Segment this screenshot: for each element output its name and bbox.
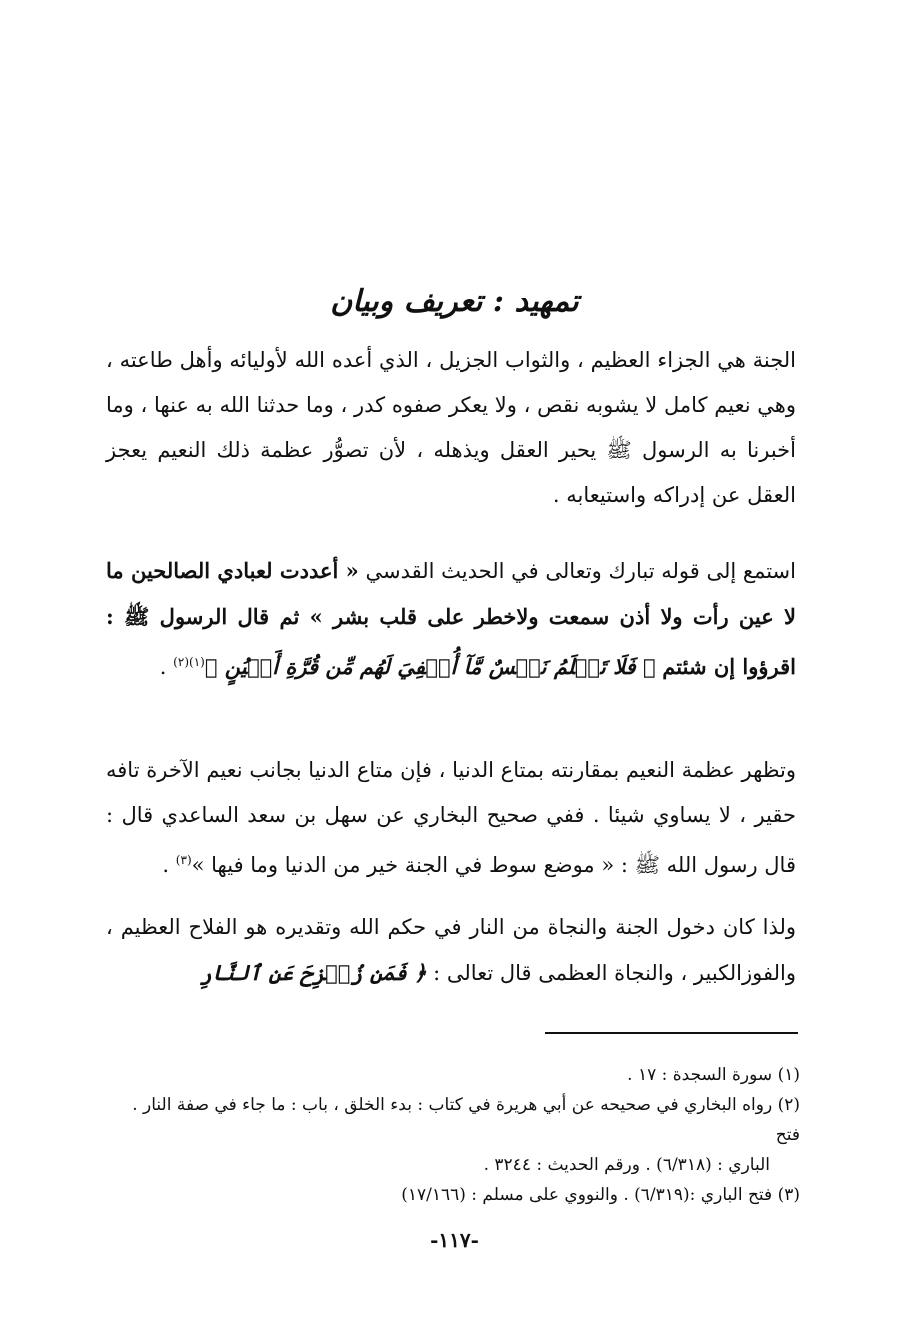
sentence-end: .: [159, 655, 167, 679]
footnote-1: (١) سورة السجدة : ١٧ .: [627, 1065, 800, 1085]
page-number: -١١٧-: [430, 1228, 479, 1252]
paragraph-intro: الجنة هي الجزاء العظيم ، والثواب الجزيل ، الذي أعده الله لأوليائه وأهل طاعته ، وهي نعيم كامل لا يشوبه نقص ، ولا يعكر صفوه كدر ، وما حدثنا الله به عنها ، وما أخبرنا به الرسول ﷺ يحير العقل ويذهله ، لأن تصوُّر عظمة ذلك النعيم يعجز العقل عن إدراكه واستيعابه .: [106, 348, 796, 507]
footnote-2-line-1: (٢) رواه البخاري في صحيحه عن أبي هريرة في كتاب : بدء الخلق ، باب : ما جاء في صفة النار . فتح: [132, 1095, 800, 1145]
footnote-ref-3: (٣): [175, 853, 192, 867]
quran-verse: ﴿ فَلَا تَعۡلَمُ نَفۡسٌ مَّآ أُخۡفِيَ لَهُم مِّن قُرَّةِ أَعۡيُنٍ ﴾: [204, 654, 656, 679]
paragraph-hadith-qudsi: [106, 548, 796, 690]
footnote-3: (٣) فتح الباري :(٦/٣١٩) . والنووي على مسلم : (١٧/١٦٦): [401, 1185, 800, 1205]
paragraph-dunya-text: وتظهر عظمة النعيم بمقارنته بمتاع الدنيا ، فإن متاع الدنيا بجانب نعيم الآخرة تافه حقير ، لا يساوي شيئا . ففي صحيح البخاري عن سهل بن سعد الساعدي قال : قال رسول الله ﷺ : « موضع سوط في الجنة خير من الدنيا وما فيها »: [106, 758, 796, 877]
paragraph-salvation-text: ولذا كان دخول الجنة والنجاة من النار في حكم الله وتقديره هو الفلاح العظيم ، والفوزالكبير ، والنجاة العظمى قال تعالى :: [106, 915, 796, 985]
paragraph-hadith-intro: استمع إلى قوله تبارك وتعالى في الحديث القدسي: [365, 559, 796, 583]
sentence-end: .: [162, 853, 170, 877]
footnote-divider: [545, 1032, 798, 1034]
quran-verse-salvation: ﴿ فَمَن زُحۡزِحَ عَنِ ٱلنَّارِ: [199, 960, 427, 985]
hadith-quote: « أعددت لعبادي الصالحين ما لا عين رأت ولا أذن سمعت ولاخطر على قلب بشر » ثم قال الرسول ﷺ : اقرؤوا إن شئتم: [106, 558, 796, 679]
footnote-2-line-2: الباري : (٦/٣١٨) . ورقم الحديث : ٣٢٤٤ .: [483, 1155, 770, 1175]
paragraph-salvation: [106, 905, 796, 996]
footnotes: [110, 1060, 800, 1210]
paragraph-dunya-comparison: [106, 748, 796, 888]
page-title: تمهيد : تعريف وبيان: [330, 284, 579, 319]
footnote-ref-1-2: (١)(٢): [173, 655, 205, 669]
